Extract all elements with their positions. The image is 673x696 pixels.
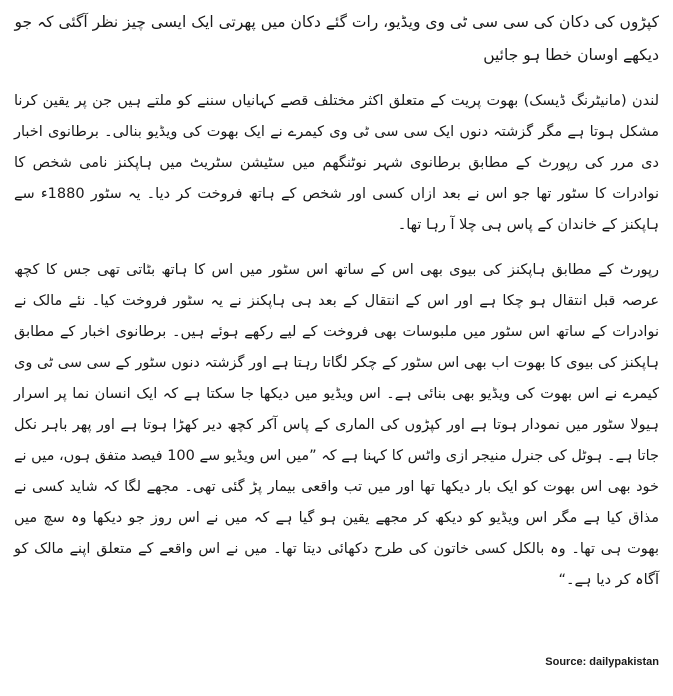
article: [14, 6, 659, 610]
article-headline: کپڑوں کی دکان کی سی سی ٹی وی ویڈیو، رات گئے دکان میں پھرتی ایک ایسی چیز نظر آگئی کہ جو دیکھے اوسان خطا ہو جائیں: [14, 13, 659, 64]
source-credit: Source: dailypakistan: [545, 656, 659, 668]
article-paragraph: لندن (مانیٹرنگ ڈیسک) بھوت پریت کے متعلق اکثر مختلف قصے کہانیاں سننے کو ملتے ہیں جن پر یقین کرنا مشکل ہوتا ہے مگر گزشتہ دنوں ایک سی سی ٹی وی کیمرے نے ایک بھوت کی ویڈیو بنالی۔ برطانوی اخبار دی مرر کی رپورٹ کے مطابق برطانوی شہر نوٹنگھم میں سٹیشن سٹریٹ میں ہاپکنز نامی شخص کا نوادرات کا سٹور تھا جو اس نے بعد ازاں کسی اور شخص کے ہاتھ فروخت کر دیا۔ یہ سٹور 1880ء سے ہاپکنز کے خاندان کے پاس ہی چلا آ رہا تھا۔: [14, 93, 660, 233]
article-paragraph: رپورٹ کے مطابق ہاپکنز کی بیوی بھی اس کے ساتھ اس سٹور میں اس کا ہاتھ بٹاتی تھی جس کا کچھ عرصہ قبل انتقال ہو چکا ہے اور اس کے انتقال کے بعد ہی ہاپکنز نے یہ سٹور فروخت کیا۔ نئے مالک نے نوادرات کے ساتھ اس سٹور میں ملبوسات بھی فروخت کے لیے رکھے ہوئے ہیں۔ برطانوی اخبار کے مطابق ہاپکنز کی بیوی کا بھوت اب بھی اس سٹور کے چکر لگاتا رہتا ہے اور گزشتہ دنوں سٹور کے سی سی ٹی وی کیمرے نے اس بھوت کی ویڈیو بھی بنائی ہے۔ اس ویڈیو میں دیکھا جا سکتا ہے کہ ایک انسان نما پر اسرار ہیولا سٹور میں نمودار ہوتا ہے اور کپڑوں کی الماری کے پاس آکر کچھ دیر کھڑا ہوتا ہے اور پھر باہر نکل جاتا ہے۔ ہوٹل کی جنرل منیجر ازی واٹس کا کہنا ہے کہ ”میں اس ویڈیو سے 100 فیصد متفق ہوں، میں نے خود بھی اس بھوت کو ایک بار دیکھا تھا اور میں تب واقعی بیمار پڑ گئی تھی۔ مجھے لگا کہ شاید کسی نے مذاق کیا ہے مگر اس ویڈیو کو دیکھ کر مجھے یقین ہو گیا ہے کہ میں نے اس روز جو دیکھا وہ سچ میں بھوت ہی تھا۔ وہ بالکل کسی خاتون کی طرح دکھائی دیتا تھا۔ میں نے اس واقعے کے متعلق اپنے مالک کو آگاہ کر دیا ہے۔“: [14, 262, 659, 588]
